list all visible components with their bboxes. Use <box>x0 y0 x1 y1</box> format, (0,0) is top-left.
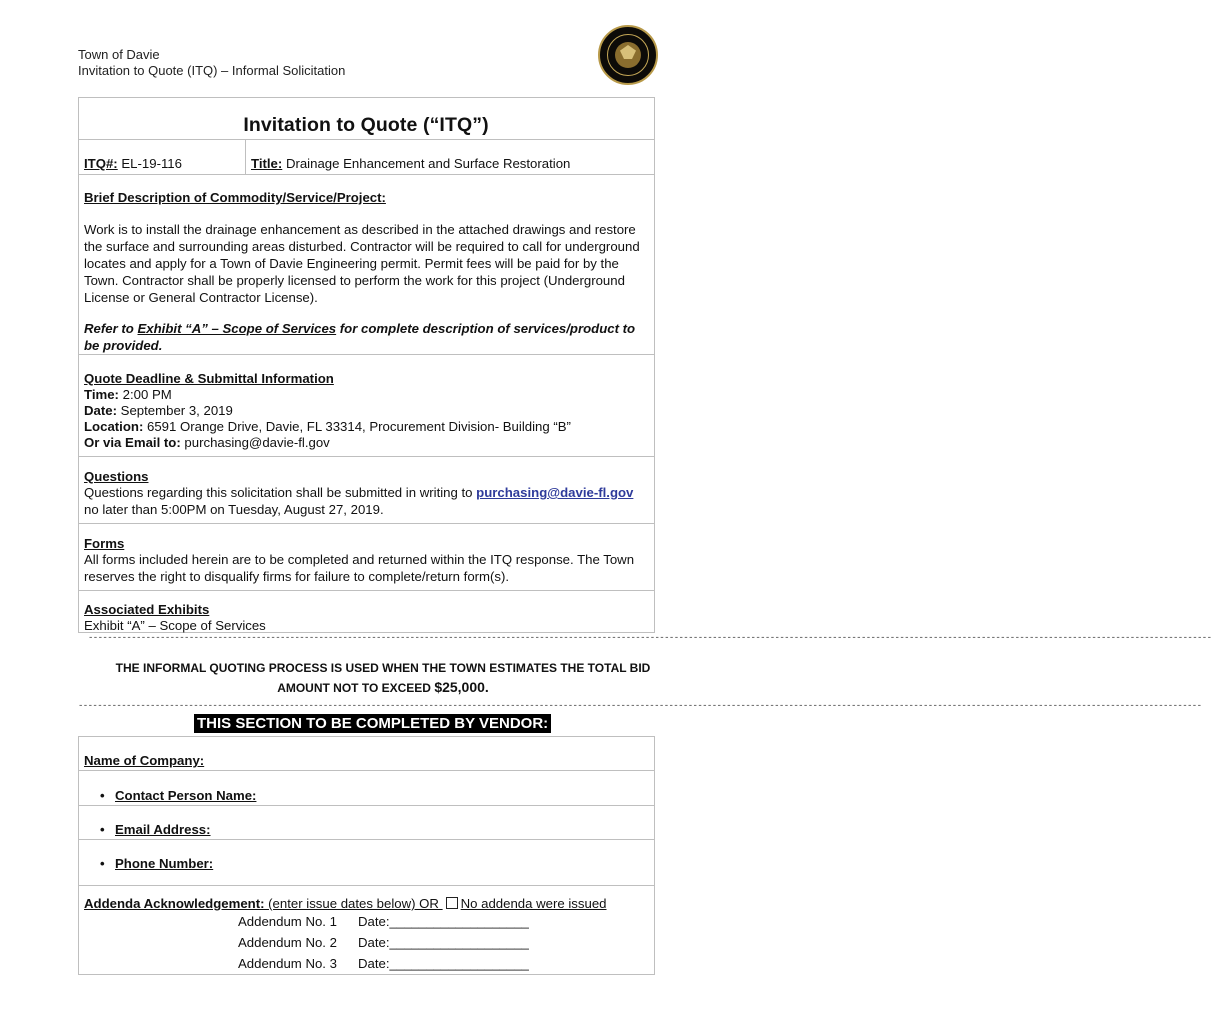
company-name-label: Name of Company: <box>84 753 205 768</box>
dashed-separator: ------------------------------------------------------------------------------------------------------------------------------------------------------------------------------------------------------------------------------------------ <box>88 633 1211 643</box>
dashed-separator: ------------------------------------------------------------------------------------------------------------------------------------------------------------------------------------------------------------------------------------------ <box>78 701 1202 711</box>
deadline-location <box>84 418 650 435</box>
bid-limit-notice-line1: THE INFORMAL QUOTING PROCESS IS USED WHEN THE TOWN ESTIMATES THE TOTAL BID <box>115 661 651 675</box>
project-title-value: Drainage Enhancement and Surface Restoration <box>285 156 571 171</box>
divider <box>78 590 655 591</box>
contact-person-label: Contact Person Name: <box>115 788 257 803</box>
deadline-heading: Quote Deadline & Submittal Information <box>84 371 334 386</box>
page-title: Invitation to Quote (“ITQ”) <box>243 114 489 136</box>
divider <box>78 139 655 140</box>
deadline-location-label: Location: <box>84 419 144 434</box>
bid-limit-text: AMOUNT NOT TO EXCEED <box>277 681 435 695</box>
deadline-time-label: Time: <box>84 387 119 402</box>
divider <box>78 174 655 175</box>
divider <box>78 805 655 806</box>
town-of-davie-seal-icon <box>598 25 658 85</box>
no-addenda-label: No addenda were issued <box>460 896 607 911</box>
refer-prefix: Refer to <box>84 321 138 336</box>
brief-heading: Brief Description of Commodity/Service/Project: <box>84 190 386 205</box>
bid-limit-amount: $25,000. <box>434 679 489 695</box>
addendum-name: Addendum No. 2 <box>238 935 337 950</box>
bid-limit-notice <box>80 659 686 698</box>
itq-number-label: ITQ#: <box>84 156 118 171</box>
forms-body: All forms included herein are to be completed and returned within the ITQ response. The Town reserves the right to disqualify firms for failure to complete/return form(s). <box>84 552 635 584</box>
deadline-email-value: purchasing@davie-fl.gov <box>184 435 330 450</box>
addenda-label: Addenda Acknowledgement: <box>84 896 265 911</box>
bullet-dot-icon: • <box>100 822 105 837</box>
divider <box>78 456 655 457</box>
phone-number-label: Phone Number: <box>115 856 214 871</box>
email-address-field[interactable] <box>100 822 211 837</box>
deadline-location-value: 6591 Orange Drive, Davie, FL 33314, Procurement Division- Building “B” <box>147 419 571 434</box>
addendum-date-field[interactable]: Date:___________________ <box>358 914 529 929</box>
questions-email-link[interactable]: purchasing@davie-fl.gov <box>476 485 634 500</box>
deadline-date-value: September 3, 2019 <box>120 403 233 418</box>
deadline-time <box>84 386 650 403</box>
deadline-email <box>84 434 650 451</box>
itq-number <box>84 156 182 171</box>
divider <box>78 839 655 840</box>
divider <box>245 139 246 174</box>
deadline-date-label: Date: <box>84 403 117 418</box>
checkbox-icon[interactable] <box>446 897 458 909</box>
divider <box>78 354 655 355</box>
deadline-date <box>84 402 650 419</box>
contact-person-field[interactable] <box>100 788 256 803</box>
addendum-name: Addendum No. 3 <box>238 956 337 971</box>
addenda-hint: (enter issue dates below) OR <box>264 896 443 911</box>
questions-body <box>84 484 650 518</box>
addenda-acknowledgement <box>84 896 607 911</box>
phone-number-field[interactable] <box>100 856 213 871</box>
divider <box>78 885 655 886</box>
brief-body: Work is to install the drainage enhancement as described in the attached drawings and restore the surface and surrounding areas disturbed. Contractor will be required to call for underground locates and apply for a Town of Davie Engineering permit. Permit fees will be paid for by the Town. Contractor shall be properly licensed to perform the work for this project (Underground License or General Contractor License). <box>84 222 640 305</box>
refer-suffix: for complete description of services/product to be provided. <box>84 321 636 353</box>
bullet-dot-icon: • <box>100 856 105 871</box>
questions-prefix: Questions regarding this solicitation shall be submitted in writing to <box>84 485 477 500</box>
divider <box>78 523 655 524</box>
forms-heading: Forms <box>84 536 125 551</box>
exhibits-item: Exhibit “A” – Scope of Services <box>84 618 266 633</box>
addendum-date-field[interactable]: Date:___________________ <box>358 956 529 971</box>
refer-exhibit: Exhibit “A” – Scope of Services <box>137 321 337 336</box>
deadline-time-value: 2:00 PM <box>122 387 172 402</box>
refer-text <box>84 320 650 354</box>
addendum-row[interactable] <box>238 914 529 929</box>
addendum-row[interactable] <box>238 935 529 950</box>
addendum-row[interactable] <box>238 956 529 971</box>
questions-suffix: no later than 5:00PM on Tuesday, August 27, 2019. <box>84 502 384 517</box>
itq-number-value: EL-19-116 <box>121 156 182 171</box>
exhibits-heading: Associated Exhibits <box>84 602 210 617</box>
project-title-label: Title: <box>251 156 283 171</box>
addendum-name: Addendum No. 1 <box>238 914 337 929</box>
bid-limit-notice-line2 <box>80 678 686 698</box>
addendum-date-field[interactable]: Date:___________________ <box>358 935 529 950</box>
bullet-dot-icon: • <box>100 788 105 803</box>
divider <box>78 770 655 771</box>
header-town-name: Town of Davie <box>78 47 160 62</box>
header-document-type: Invitation to Quote (ITQ) – Informal Solicitation <box>78 63 346 78</box>
vendor-section-banner: THIS SECTION TO BE COMPLETED BY VENDOR: <box>194 714 551 733</box>
deadline-email-label: Or via Email to: <box>84 435 181 450</box>
project-title <box>251 156 570 171</box>
questions-heading: Questions <box>84 469 149 484</box>
email-address-label: Email Address: <box>115 822 211 837</box>
